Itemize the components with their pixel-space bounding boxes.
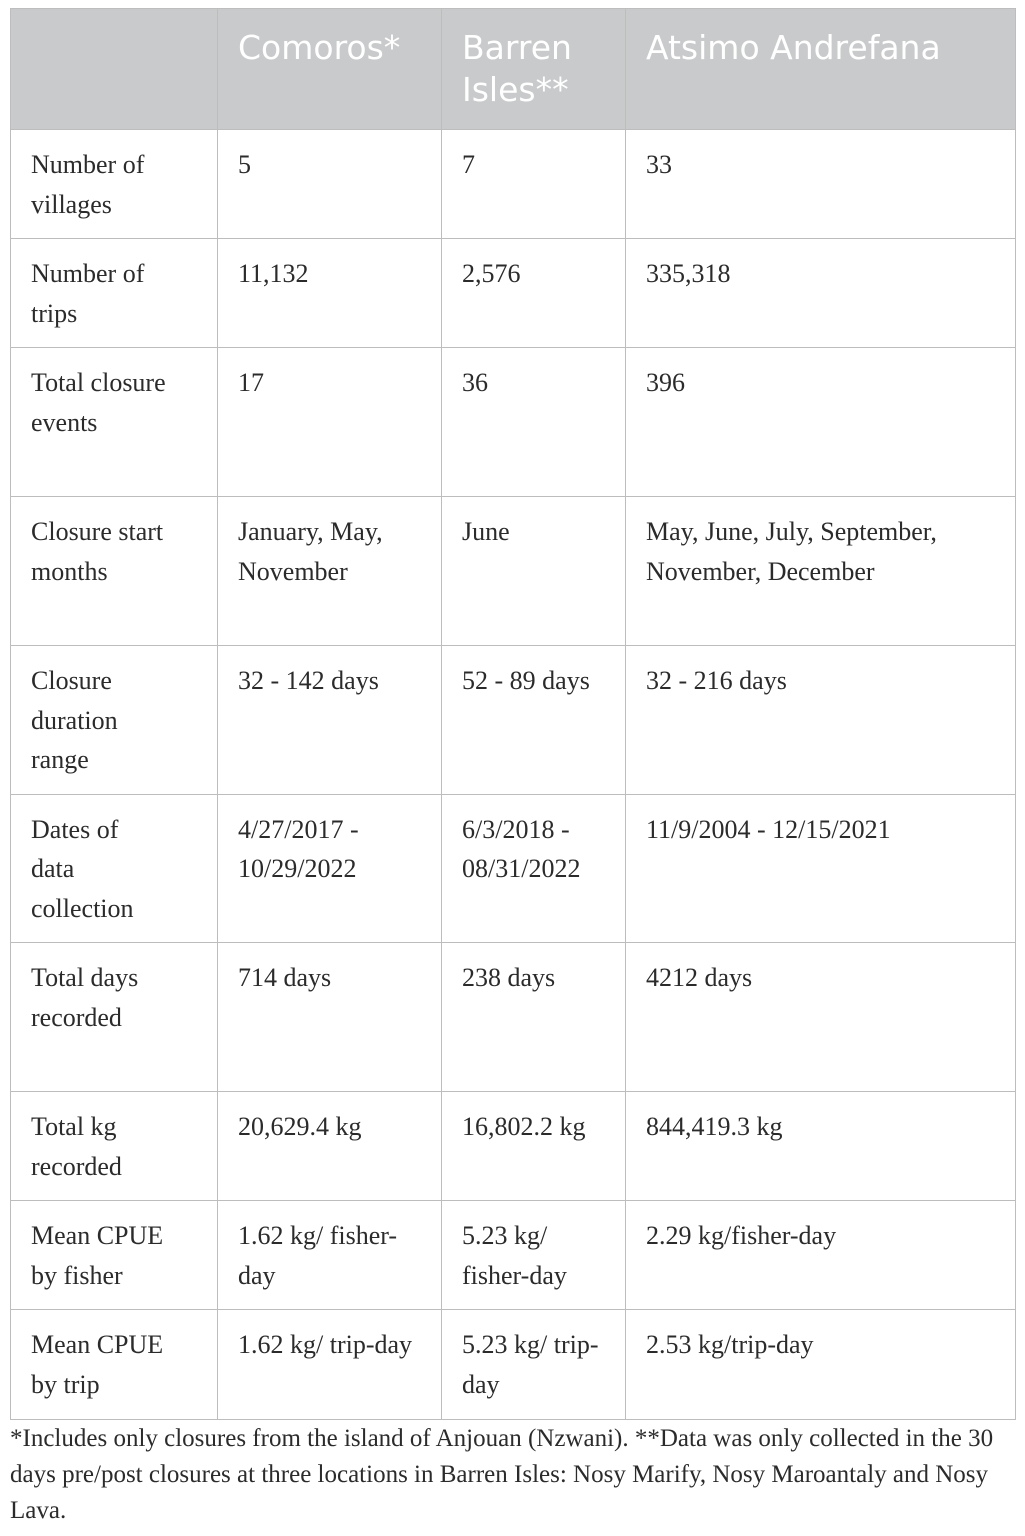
table-row xyxy=(11,239,1016,348)
table-row xyxy=(11,646,1016,795)
row-label: Mean CPUE by fisher xyxy=(11,1201,218,1310)
cell-barren-isles: 52 - 89 days xyxy=(442,646,626,795)
row-label: Dates of data collection xyxy=(11,794,218,943)
table-row xyxy=(11,1092,1016,1201)
table-row xyxy=(11,130,1016,239)
cell-atsimo-andrefana: 32 - 216 days xyxy=(626,646,1016,795)
cell-comoros: 17 xyxy=(218,348,442,497)
header-row xyxy=(11,9,1016,130)
cell-atsimo-andrefana: 844,419.3 kg xyxy=(626,1092,1016,1201)
table-footnote: *Includes only closures from the island of Anjouan (Nzwani). **Data was only collected in the 30 days pre/post closures at three locations in Barren Isles: Nosy Marify, Nosy Maroantaly and Nosy Lava. xyxy=(10,1425,994,1524)
cell-comoros: January, May, November xyxy=(218,497,442,646)
row-label: Total kg recorded xyxy=(11,1092,218,1201)
header-corner-cell xyxy=(11,9,218,130)
cell-comoros: 1.62 kg/ trip-day xyxy=(218,1310,442,1420)
row-label: Total days recorded xyxy=(11,943,218,1092)
cell-comoros: 11,132 xyxy=(218,239,442,348)
cell-atsimo-andrefana: 396 xyxy=(626,348,1016,497)
table-row xyxy=(11,1310,1016,1420)
cell-atsimo-andrefana: 2.29 kg/fisher-day xyxy=(626,1201,1016,1310)
cell-barren-isles: 238 days xyxy=(442,943,626,1092)
cell-barren-isles: 5.23 kg/ fisher-day xyxy=(442,1201,626,1310)
cell-barren-isles: 7 xyxy=(442,130,626,239)
cell-barren-isles: 16,802.2 kg xyxy=(442,1092,626,1201)
cell-barren-isles: 36 xyxy=(442,348,626,497)
cell-comoros: 1.62 kg/ fisher-day xyxy=(218,1201,442,1310)
row-label: Closure duration range xyxy=(11,646,218,795)
cell-comoros: 4/27/2017 - 10/29/2022 xyxy=(218,794,442,943)
table-row xyxy=(11,794,1016,943)
table-row xyxy=(11,1201,1016,1310)
cell-barren-isles: 5.23 kg/ trip-day xyxy=(442,1310,626,1420)
cell-comoros: 32 - 142 days xyxy=(218,646,442,795)
column-header-atsimo-andrefana: Atsimo Andrefana xyxy=(626,9,1016,130)
cell-comoros: 5 xyxy=(218,130,442,239)
cell-barren-isles: June xyxy=(442,497,626,646)
column-header-barren-isles: Barren Isles** xyxy=(442,9,626,130)
cell-atsimo-andrefana: May, June, July, September, November, December xyxy=(626,497,1016,646)
cell-comoros: 714 days xyxy=(218,943,442,1092)
row-label: Mean CPUE by trip xyxy=(11,1310,218,1420)
table-row xyxy=(11,497,1016,646)
cell-atsimo-andrefana: 4212 days xyxy=(626,943,1016,1092)
cell-comoros: 20,629.4 kg xyxy=(218,1092,442,1201)
data-table xyxy=(10,8,1016,1420)
cell-atsimo-andrefana: 11/9/2004 - 12/15/2021 xyxy=(626,794,1016,943)
cell-barren-isles: 2,576 xyxy=(442,239,626,348)
cell-atsimo-andrefana: 33 xyxy=(626,130,1016,239)
row-label: Closure start months xyxy=(11,497,218,646)
data-table-container xyxy=(10,8,1015,1420)
cell-atsimo-andrefana: 335,318 xyxy=(626,239,1016,348)
row-label: Number of villages xyxy=(11,130,218,239)
row-label: Total closure events xyxy=(11,348,218,497)
column-header-comoros: Comoros* xyxy=(218,9,442,130)
cell-atsimo-andrefana: 2.53 kg/trip-day xyxy=(626,1310,1016,1420)
cell-barren-isles: 6/3/2018 - 08/31/2022 xyxy=(442,794,626,943)
table-row xyxy=(11,348,1016,497)
row-label: Number of trips xyxy=(11,239,218,348)
table-row xyxy=(11,943,1016,1092)
